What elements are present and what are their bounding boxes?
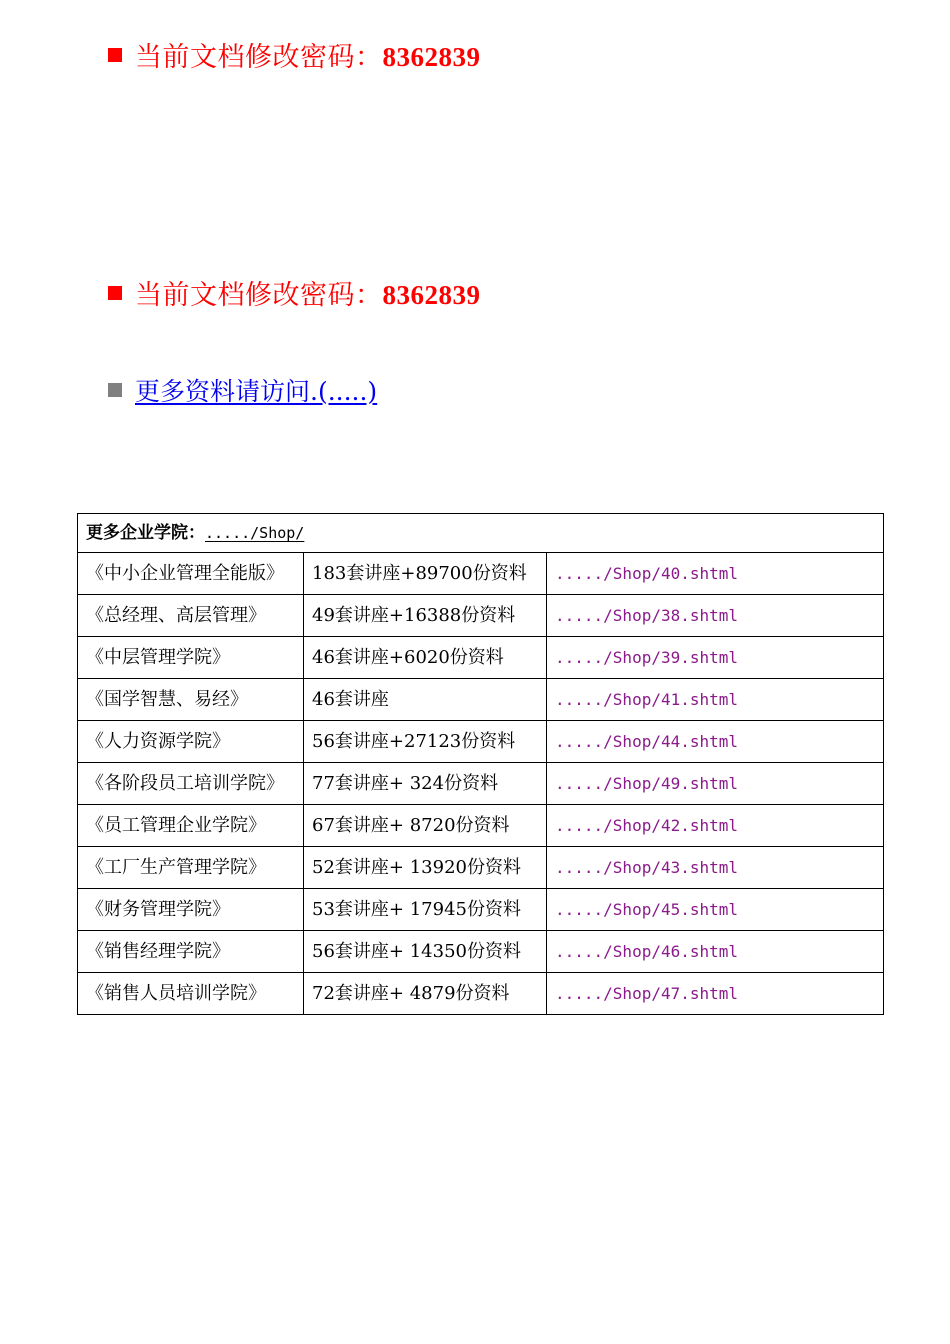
- course-url-cell[interactable]: ...../Shop/45.shtml: [547, 889, 884, 931]
- course-content-cell: 72套讲座+ 4879份资料: [304, 973, 547, 1015]
- course-name-cell: 《中层管理学院》: [78, 637, 304, 679]
- course-name-cell: 《员工管理企业学院》: [78, 805, 304, 847]
- course-url-cell[interactable]: ...../Shop/40.shtml: [547, 553, 884, 595]
- course-content-cell: 183套讲座+89700份资料: [304, 553, 547, 595]
- password-label: 当前文档修改密码：: [135, 42, 383, 73]
- course-name-cell: 《总经理、高层管理》: [78, 595, 304, 637]
- course-name-cell: 《工厂生产管理学院》: [78, 847, 304, 889]
- course-url-cell[interactable]: ...../Shop/38.shtml: [547, 595, 884, 637]
- table-header-row: [78, 514, 884, 553]
- table-row: [78, 889, 884, 931]
- course-url-cell[interactable]: ...../Shop/39.shtml: [547, 637, 884, 679]
- course-name-cell: 《销售人员培训学院》: [78, 973, 304, 1015]
- table-row: [78, 805, 884, 847]
- password-label: 当前文档修改密码：: [135, 280, 383, 311]
- course-content-cell: 46套讲座+6020份资料: [304, 637, 547, 679]
- course-content-cell: 77套讲座+ 324份资料: [304, 763, 547, 805]
- table-row: [78, 847, 884, 889]
- table-row: [78, 553, 884, 595]
- course-url-cell[interactable]: ...../Shop/44.shtml: [547, 721, 884, 763]
- red-square-bullet-icon: [108, 48, 122, 62]
- course-name-cell: 《财务管理学院》: [78, 889, 304, 931]
- course-url-cell[interactable]: ...../Shop/49.shtml: [547, 763, 884, 805]
- table-row: [78, 973, 884, 1015]
- visit-line: [108, 372, 377, 408]
- more-resources-link[interactable]: 更多资料请访问.(.....): [135, 377, 378, 406]
- table-row: [78, 679, 884, 721]
- course-content-cell: 67套讲座+ 8720份资料: [304, 805, 547, 847]
- course-name-cell: 《国学智慧、易经》: [78, 679, 304, 721]
- course-content-cell: 53套讲座+ 17945份资料: [304, 889, 547, 931]
- course-content-cell: 49套讲座+16388份资料: [304, 595, 547, 637]
- course-url-cell[interactable]: ...../Shop/46.shtml: [547, 931, 884, 973]
- password-code: 8362839: [382, 42, 481, 72]
- course-content-cell: 52套讲座+ 13920份资料: [304, 847, 547, 889]
- password-line-2: [108, 273, 481, 312]
- table-row: [78, 595, 884, 637]
- course-name-cell: 《各阶段员工培训学院》: [78, 763, 304, 805]
- table-row: [78, 763, 884, 805]
- header-label: 更多企业学院：: [86, 523, 205, 543]
- password-line-1: [108, 35, 481, 74]
- password-code: 8362839: [382, 280, 481, 310]
- table-row: [78, 931, 884, 973]
- course-url-cell[interactable]: ...../Shop/43.shtml: [547, 847, 884, 889]
- course-content-cell: 46套讲座: [304, 679, 547, 721]
- course-content-cell: 56套讲座+ 14350份资料: [304, 931, 547, 973]
- table-row: [78, 721, 884, 763]
- course-name-cell: 《销售经理学院》: [78, 931, 304, 973]
- course-content-cell: 56套讲座+27123份资料: [304, 721, 547, 763]
- course-name-cell: 《中小企业管理全能版》: [78, 553, 304, 595]
- gray-square-bullet-icon: [108, 383, 122, 397]
- shop-table: [77, 513, 884, 1015]
- course-url-cell[interactable]: ...../Shop/41.shtml: [547, 679, 884, 721]
- course-name-cell: 《人力资源学院》: [78, 721, 304, 763]
- table-row: [78, 637, 884, 679]
- header-shop-link[interactable]: ...../Shop/: [205, 524, 305, 542]
- course-url-cell[interactable]: ...../Shop/47.shtml: [547, 973, 884, 1015]
- course-url-cell[interactable]: ...../Shop/42.shtml: [547, 805, 884, 847]
- red-square-bullet-icon: [108, 286, 122, 300]
